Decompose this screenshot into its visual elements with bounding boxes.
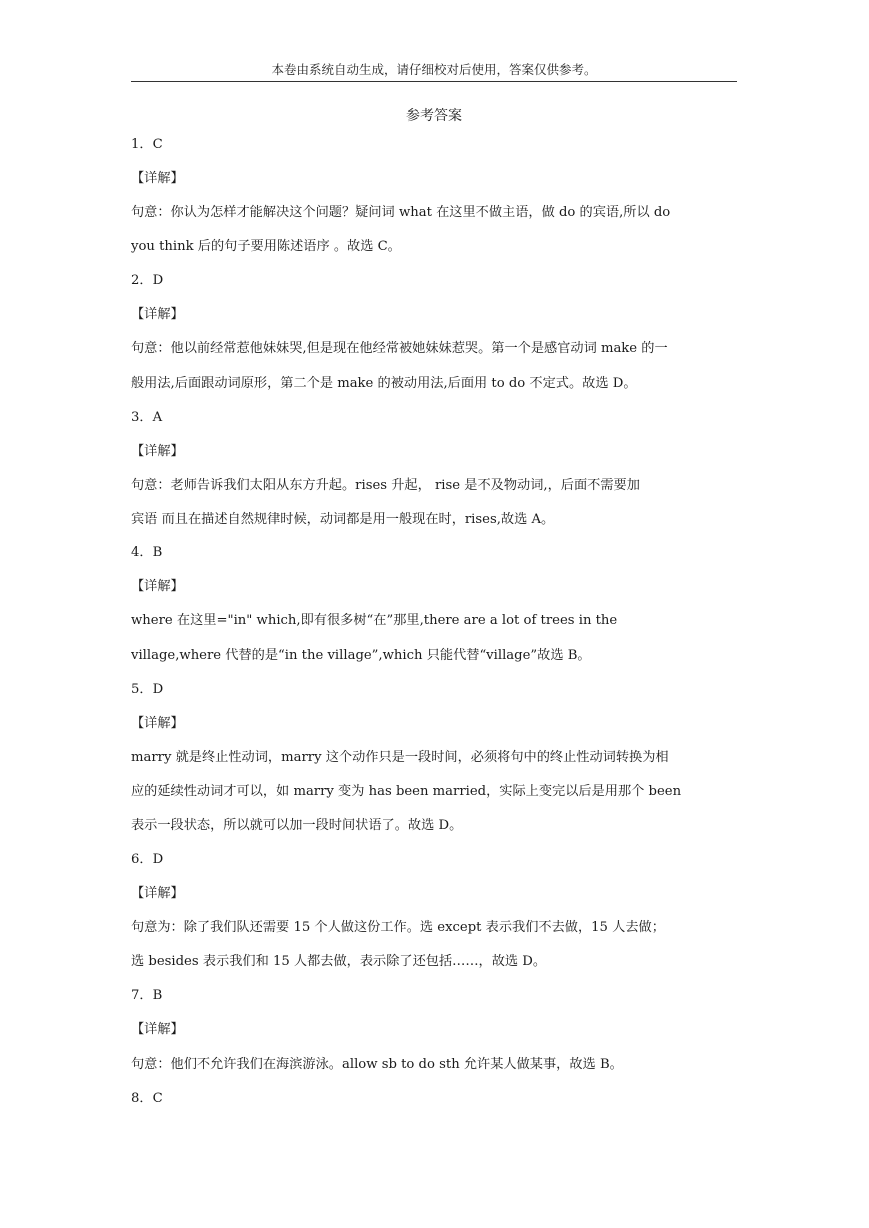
answer-number: 2．D [131, 273, 164, 288]
explanation-line: 句意：他们不允许我们在海滨游泳。allow sb to do sth 允许某人做某事，故选 B。 [131, 1057, 623, 1072]
answer-number: 6．D [131, 852, 164, 867]
answer-number: 7．B [131, 988, 163, 1003]
explanation-label: 【详解】 [131, 171, 184, 186]
answer-number: 8．C [131, 1091, 163, 1106]
answer-number: 5．D [131, 682, 164, 697]
explanation-line: 般用法,后面跟动词原形，第二个是 make 的被动用法,后面用 to do 不定式。故选 D。 [131, 376, 637, 391]
explanation-label: 【详解】 [131, 579, 184, 594]
explanation-line: 宾语 而且在描述自然规律时候，动词都是用一般现在时，rises,故选 A。 [131, 512, 555, 527]
document-title: 参考答案 [406, 108, 462, 124]
answer-number: 3．A [131, 410, 163, 425]
explanation-line: you think 后的句子要用陈述语序 。故选 C。 [131, 239, 401, 254]
explanation-line: 句意为：除了我们队还需要 15 个人做这份工作。选 except 表示我们不去做，15 人去做； [131, 920, 665, 935]
explanation-line: 表示一段状态，所以就可以加一段时间状语了。故选 D。 [131, 818, 463, 833]
header-divider [131, 81, 737, 82]
explanation-label: 【详解】 [131, 886, 184, 901]
explanation-line: village,where 代替的是“in the village”,which 只能代替“village”故选 B。 [131, 648, 591, 663]
explanation-label: 【详解】 [131, 444, 184, 459]
explanation-line: 句意：你认为怎样才能解决这个问题？疑问词 what 在这里不做主语，做 do 的宾语,所以 do [131, 205, 671, 220]
explanation-line: marry 就是终止性动词，marry 这个动作只是一段时间，必须将句中的终止性动词转换为相 [131, 750, 669, 765]
explanation-line: 句意：他以前经常惹他妹妹哭,但是现在他经常被她妹妹惹哭。第一个是感官动词 make 的一 [131, 341, 668, 356]
explanation-line: 句意：老师告诉我们太阳从东方升起。rises 升起， rise 是不及物动词,，后面不需要加 [131, 478, 640, 493]
explanation-line: 选 besides 表示我们和 15 人都去做，表示除了还包括……，故选 D。 [131, 954, 547, 969]
explanation-label: 【详解】 [131, 716, 184, 731]
answer-number: 4．B [131, 545, 163, 560]
header-note: 本卷由系统自动生成，请仔细校对后使用，答案仅供参考。 [271, 62, 597, 77]
answer-number: 1．C [131, 137, 163, 152]
explanation-line: where 在这里="in" which,即有很多树“在”那里,there are a lot of trees in the [131, 613, 618, 628]
explanation-label: 【详解】 [131, 307, 184, 322]
explanation-line: 应的延续性动词才可以，如 marry 变为 has been married，实际上变完以后是用那个 been [131, 784, 682, 799]
explanation-label: 【详解】 [131, 1022, 184, 1037]
